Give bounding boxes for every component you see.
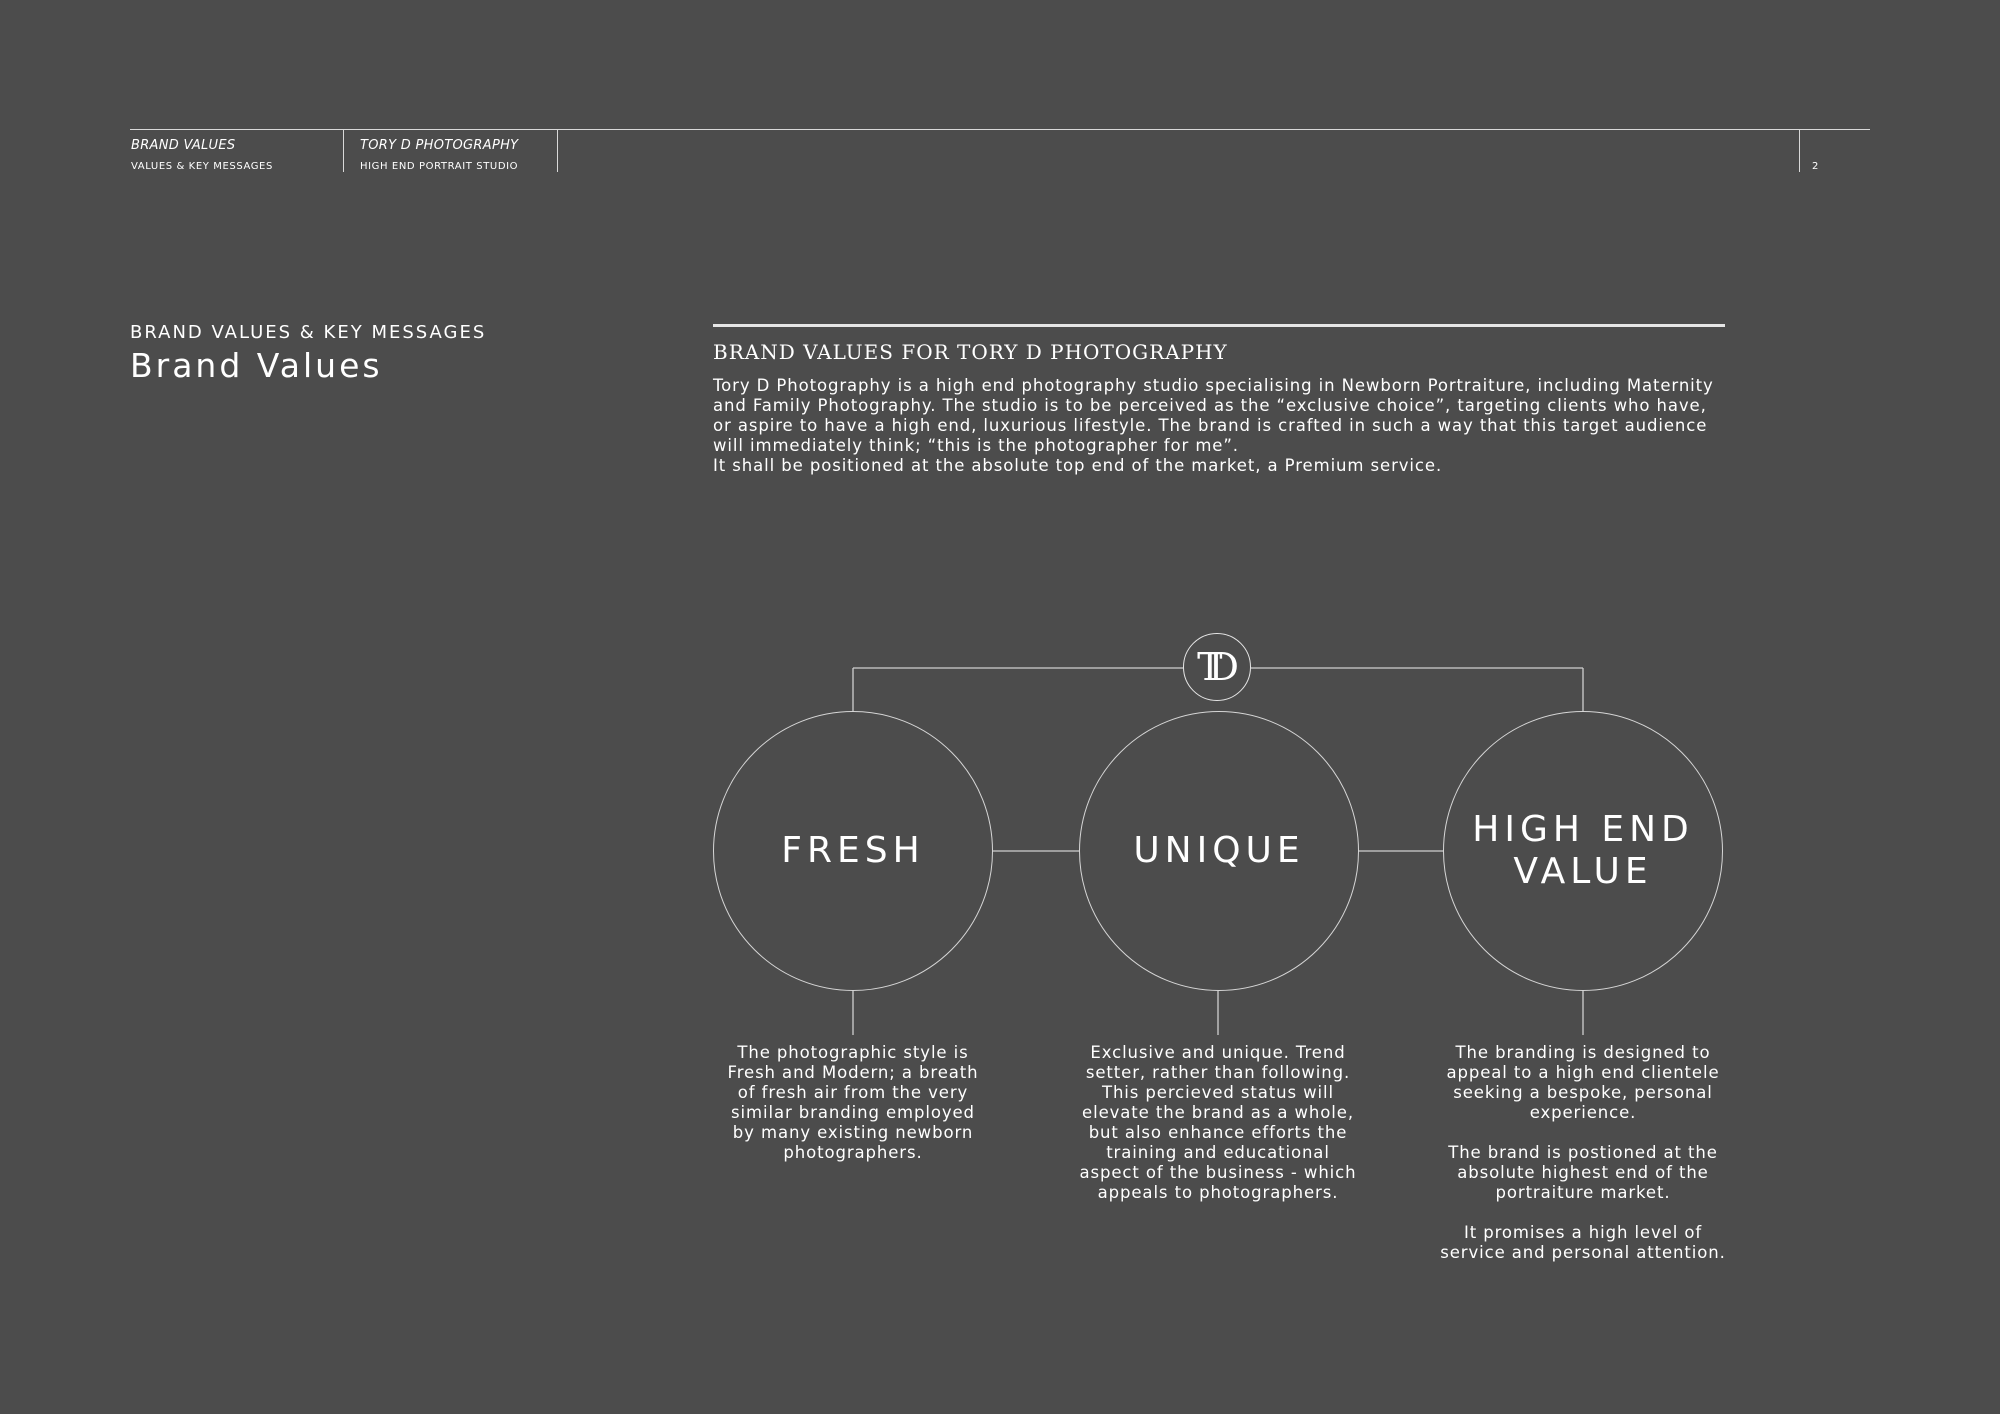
value-label: HIGH END VALUE bbox=[1472, 809, 1694, 892]
value-description-fresh: The photographic style is Fresh and Modern; a breath of fresh air from the very similar branding employed by many existing newborn photographers. bbox=[727, 1043, 979, 1162]
value-description-unique: Exclusive and unique. Trend setter, rather than following. This percieved status will elevate the brand as a whole, but also enhance efforts the training and educational aspect of the business - which appeals to photographers. bbox=[1079, 1043, 1357, 1202]
header-section-title: BRAND VALUES bbox=[131, 138, 236, 153]
section-body: Tory D Photography is a high end photography studio specialising in Newborn Portraiture, including Maternity and Family Photography. The studio is to be perceived as the “exclusive choice”, targeting clients who have, or aspire to have a high end, luxurious lifestyle. The brand is crafted in such a way that this target audience will immediately think; “this is the photographer for me”. It shall be positioned at the absolute top end of the market, a Premium service. bbox=[713, 376, 1714, 475]
value-circle-fresh bbox=[713, 711, 993, 991]
value-label: UNIQUE bbox=[1133, 830, 1305, 871]
value-description-high-end-value: The branding is designed to appeal to a high end clientele seeking a bespoke, personal experience. The brand is postioned at the absolute highest end of the portraiture market. It promises a high level of service and personal attention. bbox=[1440, 1043, 1726, 1262]
value-label: FRESH bbox=[781, 830, 925, 871]
header-brand-title: TORY D PHOTOGRAPHY bbox=[360, 138, 519, 153]
page-eyebrow: BRAND VALUES & KEY MESSAGES bbox=[130, 322, 487, 343]
monogram-text: TD bbox=[1197, 645, 1225, 689]
header-brand-subtitle: HIGH END PORTRAIT STUDIO bbox=[360, 161, 519, 172]
section-title: BRAND VALUES FOR TORY D PHOTOGRAPHY bbox=[713, 340, 1228, 364]
page-number: 2 bbox=[1812, 161, 1819, 172]
header-section-subtitle: VALUES & KEY MESSAGES bbox=[131, 161, 273, 172]
value-circle-high-end-value bbox=[1443, 711, 1723, 991]
page-title: Brand Values bbox=[130, 346, 383, 385]
monogram-logo bbox=[1183, 633, 1251, 701]
value-circle-unique bbox=[1079, 711, 1359, 991]
